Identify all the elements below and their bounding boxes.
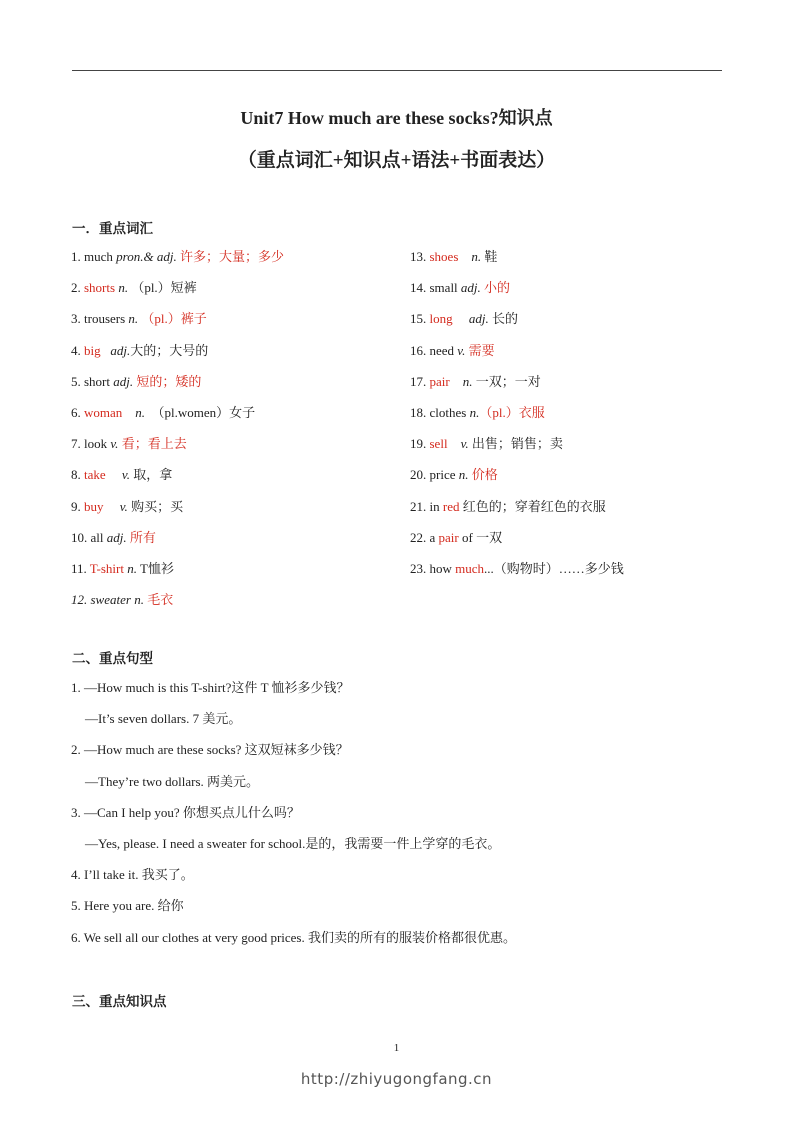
vocab-item: 3. trousers n. （pl.）裤子 xyxy=(71,311,207,327)
sentence-line: 4. I’ll take it. 我买了。 xyxy=(71,867,194,883)
vocab-item: 5. short adj. 短的；矮的 xyxy=(71,373,202,389)
sentence-list xyxy=(71,677,516,958)
vocab-item: 9. buy v. 购买；买 xyxy=(71,498,184,514)
vocab-list-left xyxy=(71,246,401,620)
sentence-line: —It’s seven dollars. 7 美元。 xyxy=(85,711,242,727)
vocab-item: 11. T-shirt n. T恤衫 xyxy=(71,560,174,576)
vocab-item: 23. how much...（购物时）……多少钱 xyxy=(410,560,624,576)
vocab-item: 6. woman n. （pl.women）女子 xyxy=(71,404,256,420)
vocab-item: 22. a pair of 一双 xyxy=(410,529,503,545)
vocab-item: 15. long adj. 长的 xyxy=(410,311,519,327)
sentence-line: 2. —How much are these socks? 这双短袜多少钱？ xyxy=(71,742,349,758)
page-subtitle: （重点词汇+知识点+语法+书面表达） xyxy=(237,150,556,171)
vocab-item: 16. need v. 需要 xyxy=(410,342,495,358)
footer-url[interactable]: http://zhiyugongfang.cn xyxy=(300,1070,493,1088)
vocab-item: 18. clothes n.（pl.）衣服 xyxy=(410,404,545,420)
section-heading-sentences: 二、重点句型 xyxy=(72,651,153,667)
section-heading-vocabulary: 一．重点词汇 xyxy=(72,221,153,237)
vocab-item: 14. small adj. 小的 xyxy=(410,280,511,296)
sentence-line: 6. We sell all our clothes at very good prices. 我们卖的所有的服装价格都很优惠。 xyxy=(71,929,516,945)
sentence-line: —Yes, please. I need a sweater for school.是的，我需要一件上学穿的毛衣。 xyxy=(85,835,501,851)
sentence-line: 1. —How much is this T-shirt?这件 T 恤衫多少钱？ xyxy=(71,680,350,695)
vocab-item: 7. look v. 看；看上去 xyxy=(71,436,187,452)
sentence-line: 3. —Can I help you? 你想买点儿什么吗？ xyxy=(71,804,300,820)
vocab-item: 19. sell v. 出售；销售；卖 xyxy=(410,436,563,452)
vocab-item: 4. big adj.大的；大号的 xyxy=(71,342,209,358)
vocab-item: 20. price n. 价格 xyxy=(410,467,498,483)
vocab-item: 12. sweater n. 毛衣 xyxy=(71,592,174,608)
vocab-item: 8. take v. 取，拿 xyxy=(71,467,173,483)
vocab-item: 10. all adj. 所有 xyxy=(71,529,156,545)
sentence-line: —They’re two dollars. 两美元。 xyxy=(85,773,260,789)
vocab-list-right xyxy=(410,246,740,589)
vocab-item: 17. pair n. 一双；一对 xyxy=(410,373,541,389)
vocab-item: 13. shoes n. 鞋 xyxy=(410,249,498,264)
page-number: 1 xyxy=(393,1042,400,1054)
header-rule xyxy=(72,70,722,71)
vocab-item: 1. much pron.& adj. 许多；大量；多少 xyxy=(71,249,284,264)
page-title: Unit7 How much are these socks?知识点 xyxy=(240,108,553,128)
vocab-item: 21. in red 红色的；穿着红色的衣服 xyxy=(410,498,606,514)
vocab-item: 2. shorts n. （pl.）短裤 xyxy=(71,280,197,296)
section-heading-knowledge: 三、重点知识点 xyxy=(72,994,167,1010)
sentence-line: 5. Here you are. 给你 xyxy=(71,898,184,914)
